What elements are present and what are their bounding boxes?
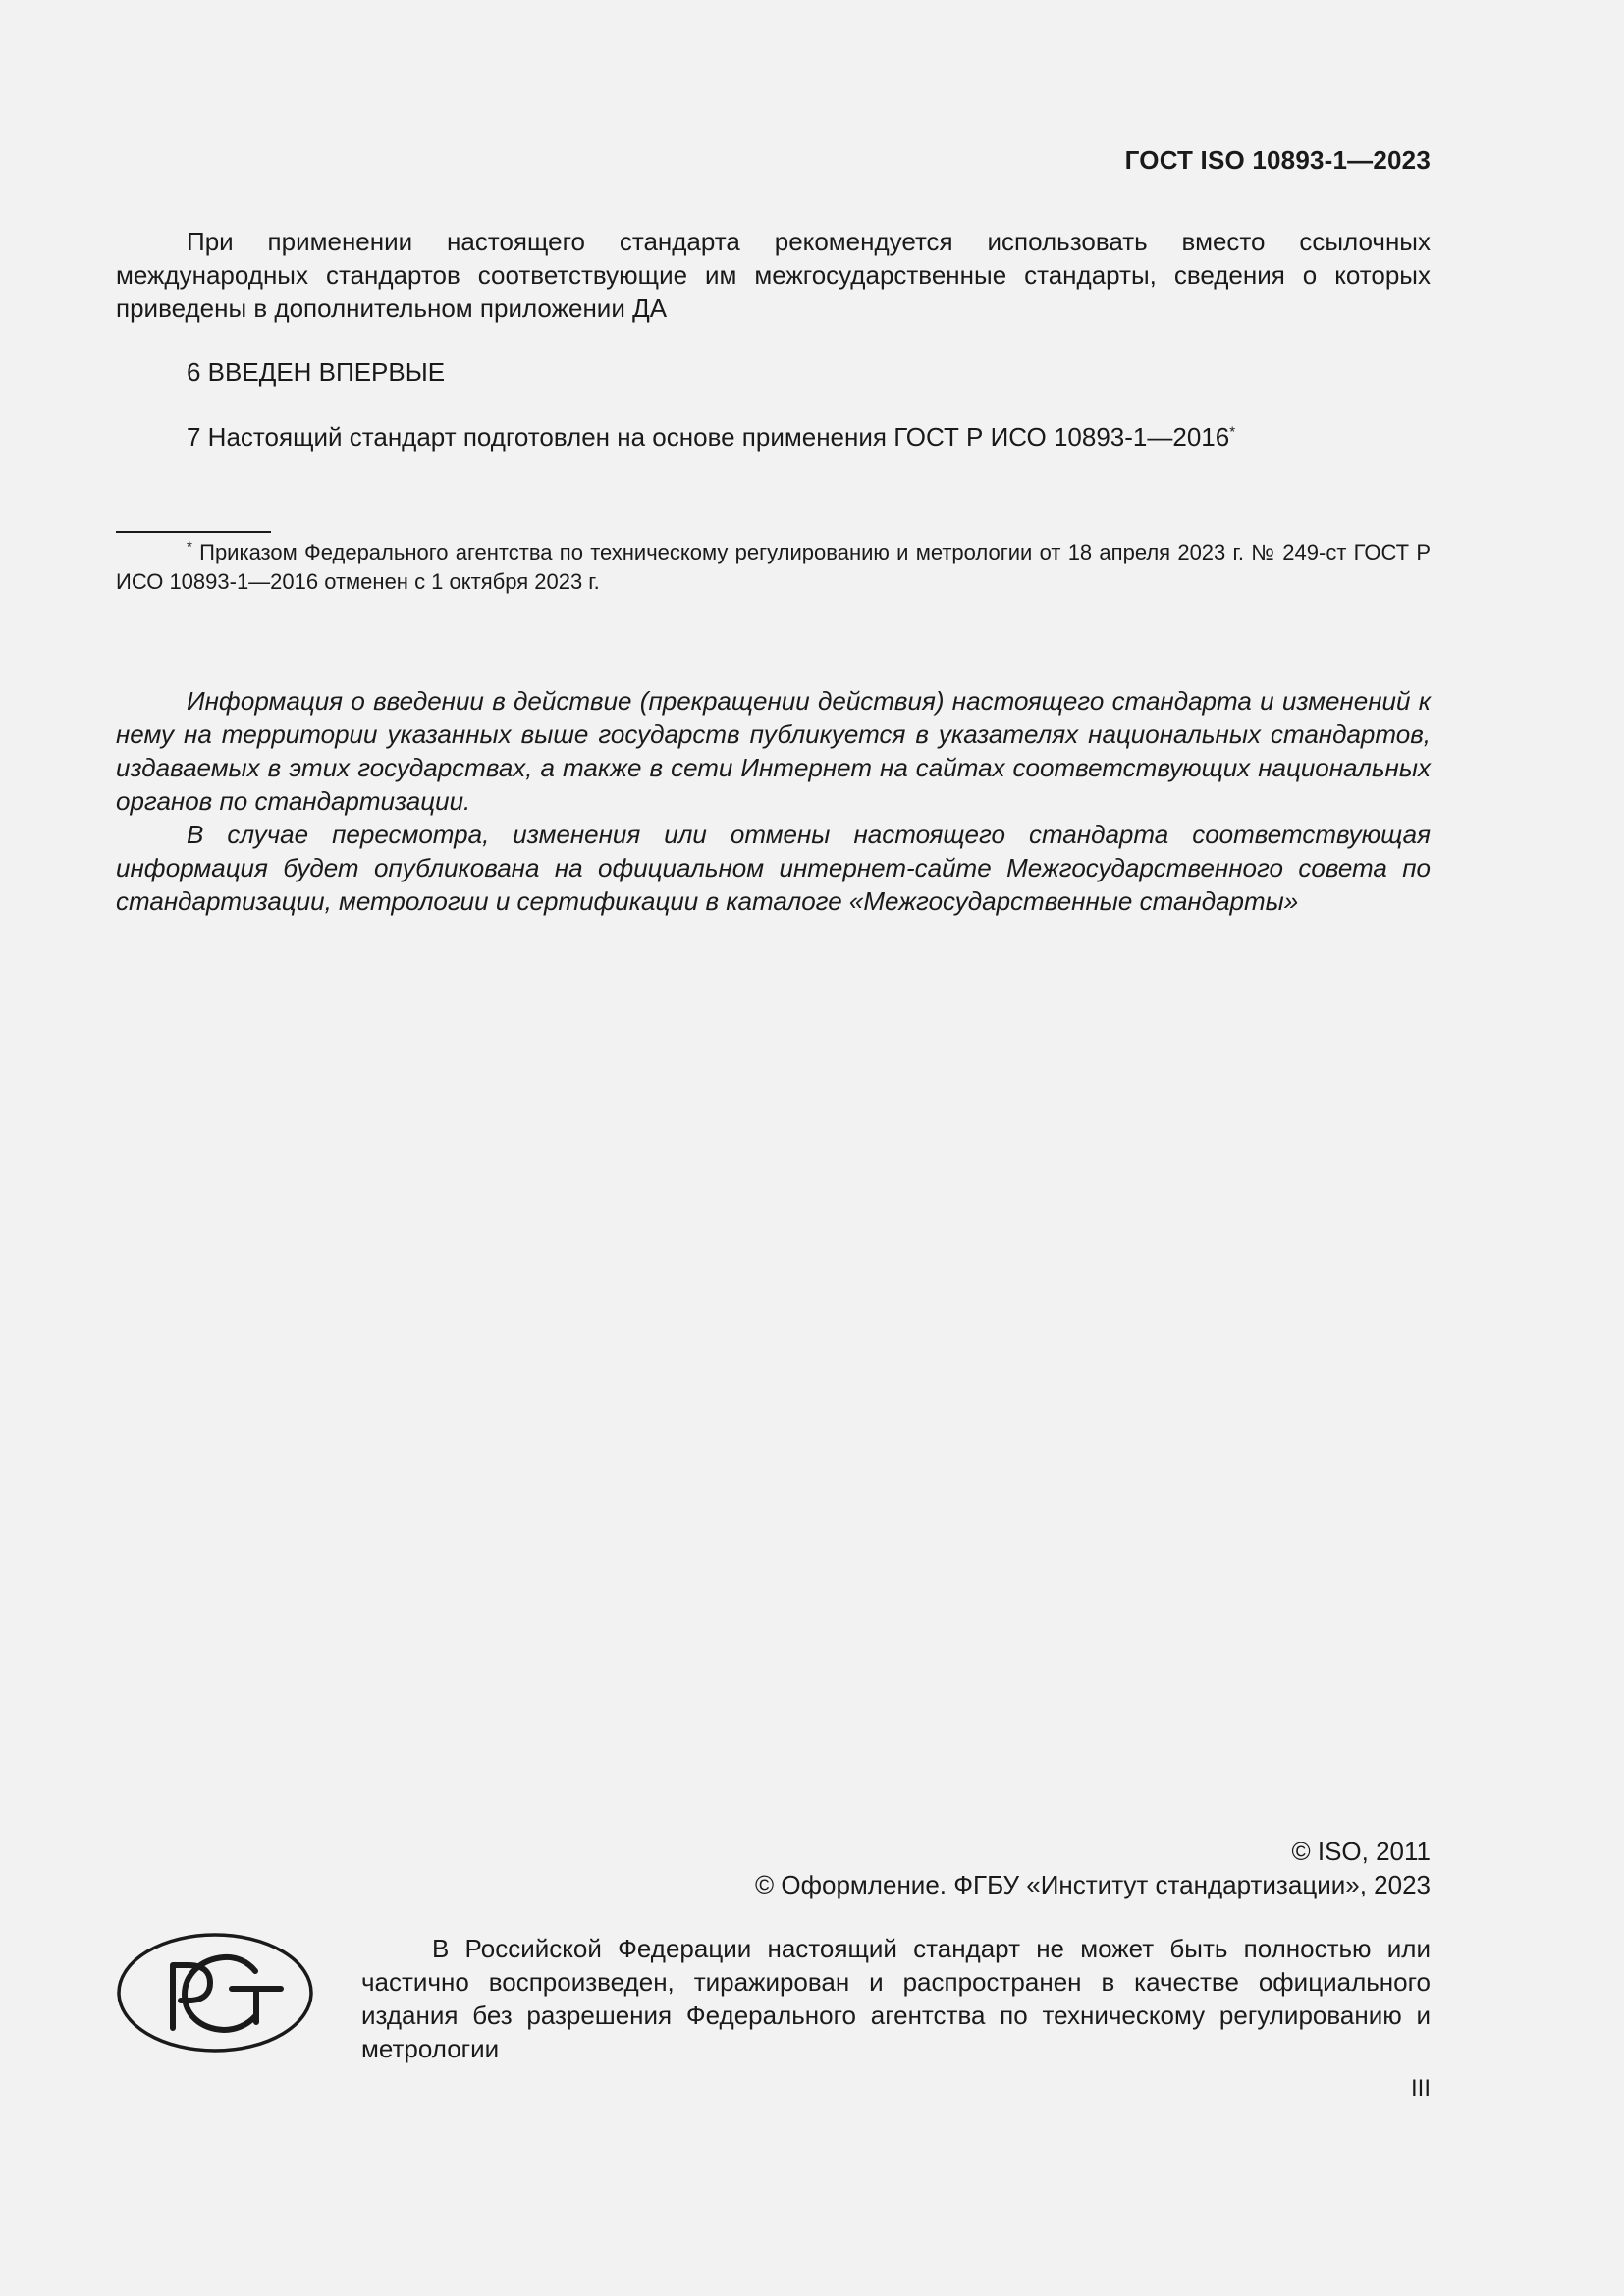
- page-number: III: [1410, 2075, 1431, 2102]
- document-page: [116, 0, 1431, 2296]
- footnote-separator: [116, 531, 271, 533]
- info-paragraph-2: В случае пересмотра, изменения или отмены настоящего стандарта соответствующая информация будет опубликована на официальном интернет-сайте Межгосударственного совета по стандартизации, метрологии и сертификации в каталоге «Межгосударственные стандарты»: [116, 820, 1431, 916]
- copyright-design: © Оформление. ФГБУ «Институт стандартизации», 2023: [755, 1870, 1431, 1899]
- footnote: [116, 538, 1431, 597]
- info-paragraph-1: Информация о введении в действие (прекращении действия) настоящего стандарта и изменений к нему на территории указанных выше государств публикуется в указателях национальных стандартов, издаваемых в этих государствах, а также в сети Интернет на сайтах соответствующих национальных органов по стандартизации.: [116, 686, 1431, 816]
- copyright-iso: © ISO, 2011: [1291, 1837, 1431, 1866]
- copyright-block: [755, 1835, 1431, 1901]
- item-7-text: 7 Настоящий стандарт подготовлен на основе применения ГОСТ Р ИСО 10893-1—2016: [187, 422, 1230, 452]
- footnote-mark: *: [187, 538, 192, 556]
- footnote-text: Приказом Федерального агентства по техническому регулированию и метрологии от 18 апреля 2023 г. № 249-ст ГОСТ Р ИСО 10893-1—2016 отменен с 1 октября 2023 г.: [116, 540, 1431, 594]
- info-block: [116, 684, 1431, 918]
- item-6-paragraph: 6 ВВЕДЕН ВПЕРВЫЕ: [187, 357, 446, 387]
- rst-certification-mark-icon: [116, 1932, 314, 2054]
- item-7-paragraph: [116, 420, 1431, 454]
- intro-paragraph: При применении настоящего стандарта рекомендуется использовать вместо ссылочных международных стандартов соответствующие им межгосударственные стандарты, сведения о которых приведены в дополнительном приложении ДА: [116, 227, 1431, 323]
- footnote-reference: *: [1229, 423, 1236, 441]
- reproduction-notice: В Российской Федерации настоящий стандарт не может быть полностью или частично воспроизведен, тиражирован и распространен в качестве официального издания без разрешения Федерального агентства по техническому регулированию и метрологии: [361, 1934, 1431, 2063]
- document-header: ГОСТ ISO 10893-1—2023: [1124, 145, 1431, 175]
